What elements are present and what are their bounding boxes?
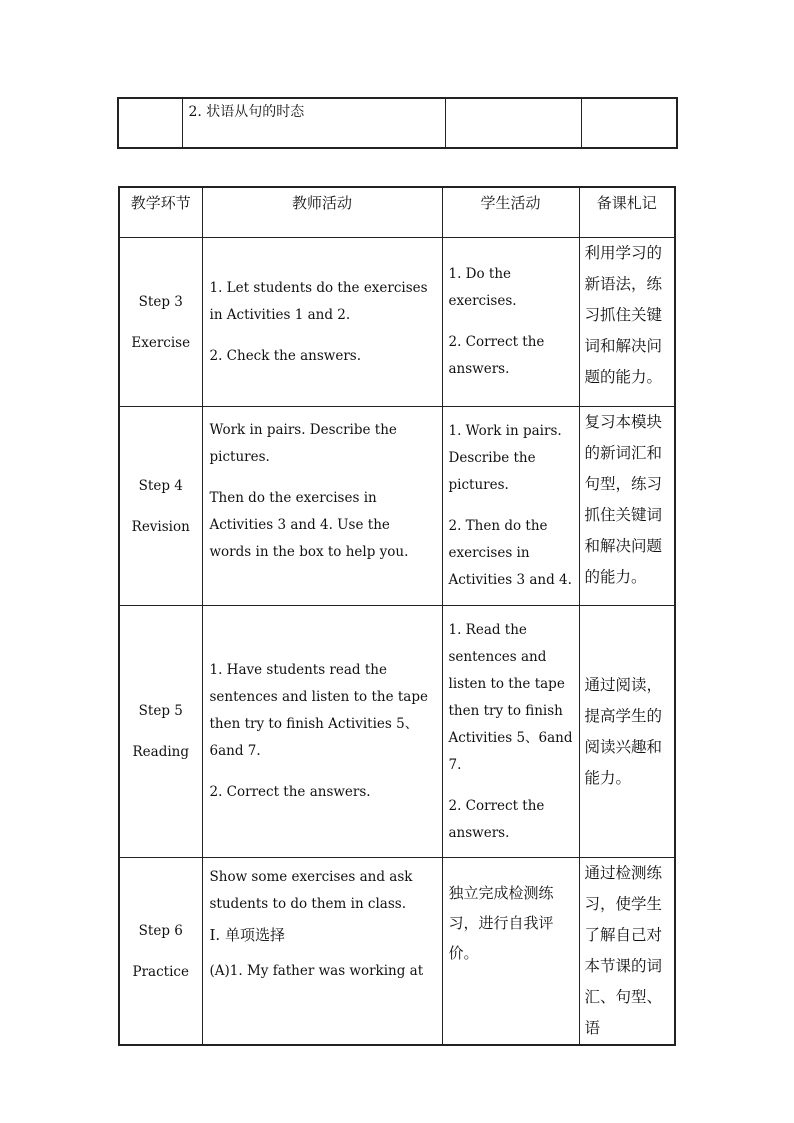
table-row bbox=[119, 606, 675, 858]
student-activity-item: 独立完成检测练习，进行自我评价。 bbox=[448, 884, 554, 962]
student-activity-item: 1. Do the exercises. bbox=[448, 266, 517, 309]
student-activity-item: 1. Read the sentences and listen to the tape then try to finish Activities 5、6and 7. bbox=[448, 621, 573, 773]
prep-notes-cell: 通过检测练习，使学生了解自己对本节课的词汇、句型、语 bbox=[579, 858, 675, 1046]
student-activity-item: 2. Correct the answers. bbox=[448, 334, 545, 377]
header-teaching-step: 教学环节 bbox=[119, 187, 202, 238]
teacher-activity-item: (A)1. My father was working at bbox=[209, 963, 424, 979]
table-cell-content: 2. 状语从句的时态 bbox=[182, 98, 445, 148]
student-activity-cell bbox=[442, 407, 579, 606]
step-title: Revision bbox=[131, 518, 190, 535]
header-prep-notes: 备课札记 bbox=[579, 187, 675, 238]
student-activity-cell bbox=[442, 238, 579, 407]
teacher-activity-cell bbox=[202, 238, 442, 407]
step-title: Reading bbox=[132, 744, 189, 760]
step-number: Step 6 bbox=[138, 922, 183, 939]
teacher-activity-item: Work in pairs. Describe the pictures. bbox=[209, 422, 397, 465]
top-table bbox=[117, 97, 678, 149]
step-cell bbox=[119, 238, 202, 407]
step-number: Step 3 bbox=[138, 293, 183, 310]
table-cell bbox=[581, 98, 677, 148]
step-title: Practice bbox=[132, 963, 189, 980]
prep-notes-cell: 复习本模块的新词汇和句型，练习抓住关键词和解决问题的能力。 bbox=[579, 407, 675, 606]
teacher-activity-item: Ⅰ. 单项选择 bbox=[209, 926, 285, 944]
student-activity-item: 2. Then do the exercises in Activities 3 and 4. bbox=[448, 518, 572, 588]
student-activity-item: 1. Work in pairs. Describe the pictures. bbox=[448, 423, 562, 493]
teacher-activity-cell bbox=[202, 407, 442, 606]
table-row bbox=[119, 858, 675, 1046]
student-activity-cell bbox=[442, 606, 579, 858]
lesson-plan-table bbox=[118, 186, 676, 1046]
step-title: Exercise bbox=[131, 334, 191, 351]
teacher-activity-item: 1. Let students do the exercises in Activities 1 and 2. bbox=[209, 279, 428, 323]
table-cell bbox=[445, 98, 581, 148]
step-cell bbox=[119, 858, 202, 1046]
student-activity-cell bbox=[442, 858, 579, 1046]
teacher-activity-item: Then do the exercises in Activities 3 and 4. Use the words in the box to help you. bbox=[209, 490, 409, 560]
table-row bbox=[118, 98, 677, 148]
teacher-activity-item: Show some exercises and ask students to do them in class. bbox=[209, 869, 413, 912]
step-number: Step 4 bbox=[138, 477, 183, 494]
teacher-activity-cell bbox=[202, 858, 442, 1046]
table-header-row bbox=[119, 187, 675, 238]
teacher-activity-item: 2. Correct the answers. bbox=[209, 784, 371, 800]
header-teacher-activity: 教师活动 bbox=[202, 187, 442, 238]
teacher-activity-cell bbox=[202, 606, 442, 858]
header-student-activity: 学生活动 bbox=[442, 187, 579, 238]
step-cell bbox=[119, 606, 202, 858]
step-number: Step 5 bbox=[138, 703, 183, 719]
student-activity-item: 2. Correct the answers. bbox=[448, 797, 545, 841]
table-row bbox=[119, 407, 675, 606]
step-cell bbox=[119, 407, 202, 606]
teacher-activity-item: 2. Check the answers. bbox=[209, 347, 362, 364]
prep-notes-cell: 通过阅读，提高学生的阅读兴趣和能力。 bbox=[579, 606, 675, 858]
table-row bbox=[119, 238, 675, 407]
prep-notes-cell: 利用学习的新语法，练习抓住关键词和解决问题的能力。 bbox=[579, 238, 675, 407]
table-cell bbox=[118, 98, 182, 148]
teacher-activity-item: 1. Have students read the sentences and listen to the tape then try to finish Activities 5、6and 7. bbox=[209, 662, 428, 759]
